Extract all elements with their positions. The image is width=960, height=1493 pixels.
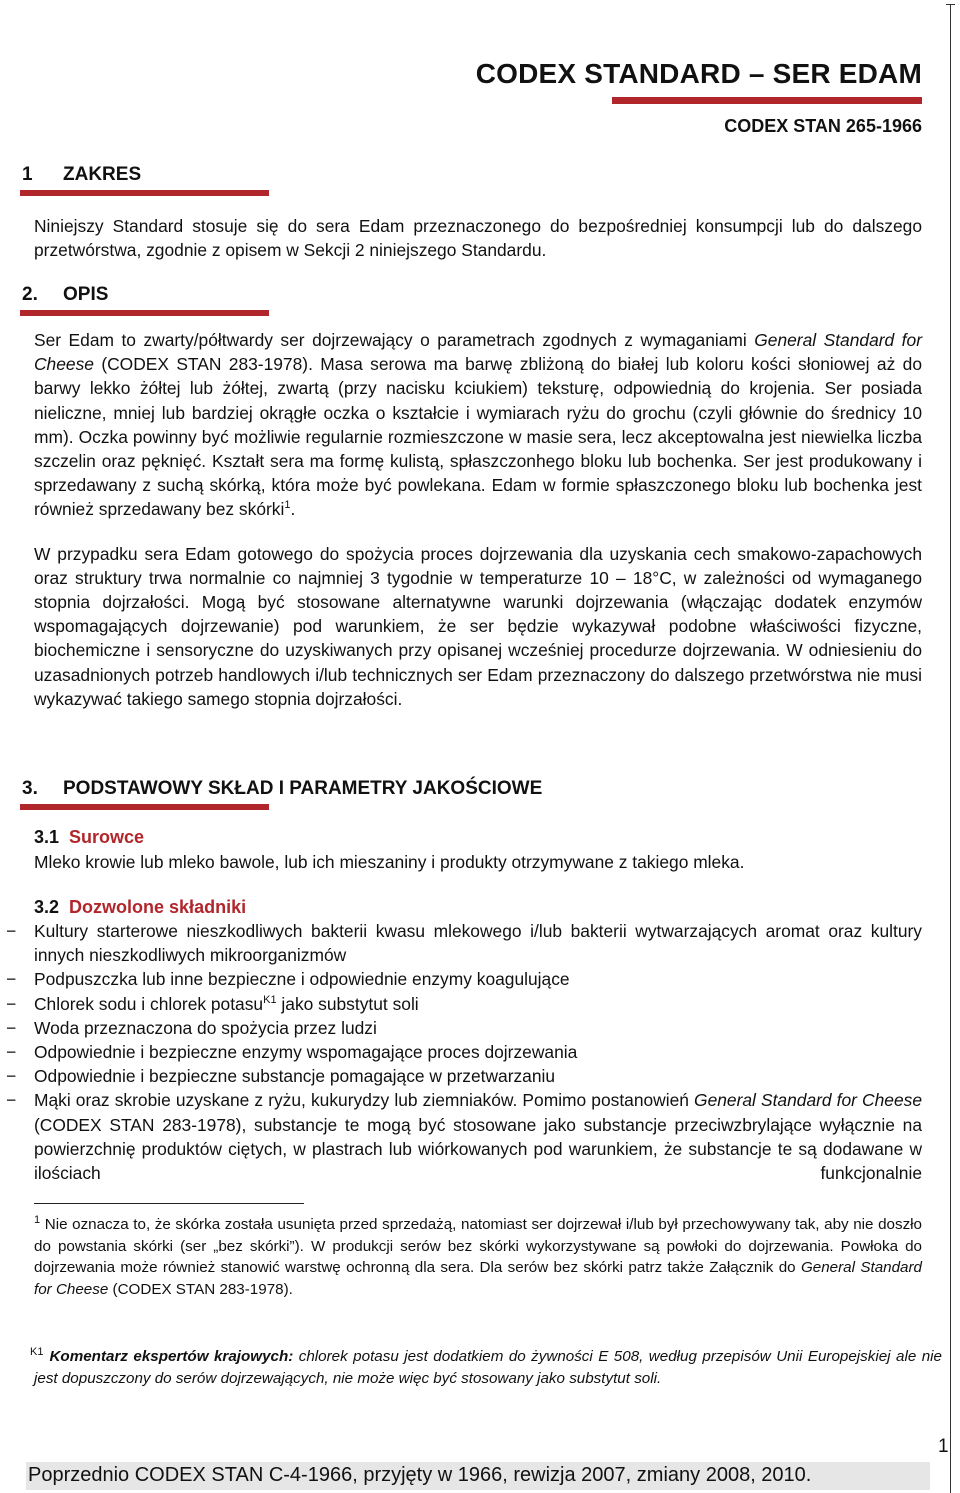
dash-bullet: − [6, 921, 17, 941]
right-margin-rule [950, 4, 951, 1493]
section-3-1-heading [34, 827, 144, 848]
section-2-accent-bar [20, 310, 269, 316]
list-item [0, 1064, 922, 1088]
list-item-text: Podpuszczka lub inne bezpieczne i odpowiednie enzymy koagulujące [34, 969, 570, 990]
section-1-paragraph: Niniejszy Standard stosuje się do sera Edam przeznaczonego do bezpośredniej konsumpcji lub do dalszego przetwórstwa, zgodnie z opisem w Sekcji 2 niniejszego Standardu. [34, 216, 922, 261]
section-3-2-heading [34, 897, 246, 918]
section-1-heading [22, 164, 141, 186]
footnote-1-text-b: (CODEX STAN 283-1978). [108, 1280, 293, 1298]
dash-bullet: − [6, 1066, 17, 1087]
document-code: CODEX STAN 265-1966 [724, 116, 922, 136]
footnote-separator [34, 1203, 304, 1204]
page-number: 1 [938, 1436, 949, 1457]
footnote-k1-label: Komentarz ekspertów krajowych: [49, 1348, 294, 1365]
right-margin-tick [946, 4, 955, 5]
list-item-text: Mąki oraz skrobie uzyskane z ryżu, kukurydzy lub ziemniaków. Pomimo postanowień [34, 1090, 695, 1111]
section-3-number: 3. [22, 778, 38, 799]
footnote-k1-ref[interactable]: K1 [263, 993, 277, 1006]
section-1-number: 1 [22, 164, 33, 185]
dash-bullet: − [6, 993, 17, 1014]
section-3-title: PODSTAWOWY SKŁAD I PARAMETRY JAKOŚCIOWE [63, 778, 543, 799]
footnote-k1: K1 Komentarz ekspertów krajowych: chlorek potasu jest dodatkiem do żywności E 508, według przepisów Unii Europejskiej ale nie jest dopuszczony do serów dojrzewających, nie może więc być stosowany jako substytut soli. [30, 1345, 942, 1387]
footnote-1-text-a: Nie oznacza to, że skórka została usunięta przed sprzedażą, natomiast ser dojrzewał i/lub był przechowywany tak, aby nie doszło do powstania skórki (ser „bez skórki”). W produkcji serów bez skórki wykorzystywane są powłoki do dojrzewania. Powłoka do dojrzewania może również stanowić warstwę ochronną dla sera. Dla serów bez skórki patrz także Załącznik do [34, 1216, 922, 1276]
list-item-text-tail: jako substytut soli [276, 993, 419, 1014]
dash-bullet: − [6, 1042, 17, 1063]
title-accent-bar [612, 97, 922, 104]
list-item [0, 992, 922, 1016]
dash-bullet: − [6, 1017, 17, 1038]
list-item-text: Kultury starterowe nieszkodliwych bakterii kwasu mlekowego i/lub bakterii wytwarzających aromat oraz kultury innych nieszkodliwych mikroorganizmów [34, 921, 922, 966]
list-item-text: Odpowiednie i bezpieczne substancje pomagające w przetwarzaniu [34, 1066, 556, 1087]
footer-text: Poprzednio CODEX STAN C-4-1966, przyjęty w 1966, rewizja 2007, zmiany 2008, 2010. [28, 1464, 812, 1486]
list-item [0, 1040, 922, 1064]
p1-end: . [290, 499, 296, 520]
list-item [0, 919, 922, 967]
p1-italic-ref: General Standard for Cheese [34, 330, 922, 375]
ingredients-list [0, 919, 922, 1185]
footnote-1-ref[interactable]: 1 [284, 499, 291, 512]
section-3-1-title: Surowce [69, 827, 145, 847]
document-title: CODEX STANDARD – SER EDAM [475, 58, 922, 89]
footnote-k1-text: chlorek potasu jest dodatkiem do żywności E 508, według przepisów Unii Europejskiej ale nie jest dopuszczony do serów dojrzewających, nie może więc być stosowany jako substytut soli. [34, 1348, 942, 1387]
section-3-2-number: 3.2 [34, 897, 60, 917]
section-2-paragraph-1 [34, 328, 922, 522]
section-3-heading [22, 778, 542, 800]
list-item [0, 967, 922, 991]
dash-bullet: − [6, 1090, 17, 1111]
list-item-text: Woda przeznaczona do spożycia przez ludzi [34, 1017, 377, 1038]
section-2-heading [22, 284, 108, 306]
section-3-2-title: Dozwolone składniki [69, 897, 247, 917]
footnote-1: 1 Nie oznacza to, że skórka została usunięta przed sprzedażą, natomiast ser dojrzewał i/lub był przechowywany tak, aby nie doszło do powstania skórki (ser „bez skórki”). W produkcji serów bez skórki wykorzystywane są powłoki do dojrzewania. Powłoka do dojrzewania może również stanowić warstwę ochronną dla sera. Dla serów bez skórki patrz także Załącznik do General Standard for Cheese (CODEX STAN 283-1978). [34, 1213, 922, 1298]
section-2-paragraph-2: W przypadku sera Edam gotowego do spożycia proces dojrzewania dla uzyskania cech smakowo-zapachowych oraz struktury trwa normalnie co najmniej 3 tygodnie w temperaturze 10 – 18°C, w zależności od wymaganego stopnia dojrzałości. Mogą być stosowane alternatywne warunki dojrzewania (włączając dodatek enzymów wspomagających dojrzewanie) pod warunkiem, że ser będzie wykazywał podobne właściwości fizyczne, biochemiczne i sensoryczne do uzyskiwanych przy opisanej wcześniej procedurze dojrzewania. W odniesieniu do uzasadnionych potrzeb handlowych i/lub technicznych ser Edam przeznaczony do dalszego przetwórstwa nie musi wykazywać takiego samego stopnia dojrzałości. [34, 543, 922, 709]
list-item [0, 1016, 922, 1040]
section-1-accent-bar [20, 190, 269, 196]
section-2-title: OPIS [63, 284, 109, 305]
section-1-title: ZAKRES [63, 164, 142, 185]
p1-text-b: (CODEX STAN 283-1978). Masa serowa ma barwę zbliżoną do białej lub koloru kości słoniowej aż do barwy lekko żółtej lub żółtej, zwartą (przy nacisku kciukiem) teksturę, odpowiednią do krojenia. Ser posiada nieliczne, mniej lub bardziej okrągłe oczka o kształcie i wymiarach ryżu do grochu (czyli głównie do średnicy 10 mm). Oczka powinny być możliwie regularnie rozmieszczone w masie sera, lecz akceptowalna jest niewielka liczba szczelin oraz pęknięć. Kształt sera ma formę kulistą, spłaszczonhego bloku lub bochenka. Ser jest produkowany i sprzedawany z suchą skórką, która może być powlekana. Edam w formie spłaszczonego bloku lub bochenka jest również sprzedawany bez skórki [34, 354, 922, 520]
list-item-text: Odpowiednie i bezpieczne enzymy wspomagające proces dojrzewania [34, 1042, 578, 1063]
list-item-text: Chlorek sodu i chlorek potasu [34, 993, 264, 1014]
section-3-1-number: 3.1 [34, 827, 60, 847]
list-item-italic-ref: General Standard for Cheese [694, 1090, 922, 1111]
section-2-number: 2. [22, 284, 38, 305]
section-3-1-text: Mleko krowie lub mleko bawole, lub ich mieszaniny i produkty otrzymywane z takiego mleka. [34, 852, 745, 872]
section-3-accent-bar [20, 804, 269, 810]
dash-bullet: − [6, 969, 17, 990]
list-item [0, 1088, 922, 1185]
section-1-text [34, 214, 922, 262]
section-2-text [34, 328, 922, 711]
list-item-text-b: (CODEX STAN 283-1978), substancje te mogą być stosowane jako substancje przeciwzbrylające wyłącznie na powierzchnię produktów ciętych, w plastrach lub wiórkowanych pod warunkiem, że substancje te są dodawane w ilościach funkcjonalnie [34, 1114, 922, 1184]
footnote-1-italic-ref: General Standard for Cheese [34, 1259, 922, 1298]
p1-text-a: Ser Edam to zwarty/półtwardy ser dojrzewający o parametrach zgodnych z wymaganiami [34, 330, 755, 350]
